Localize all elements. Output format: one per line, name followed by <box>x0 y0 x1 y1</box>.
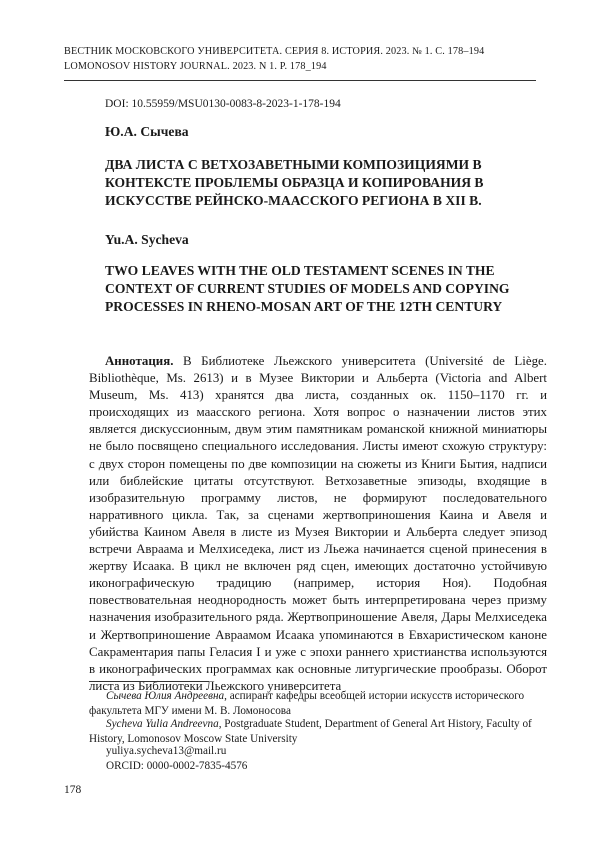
footnote-author-ru-name: Сычева Юлия Андреевна <box>106 690 225 702</box>
footnote-author-ru <box>89 689 547 719</box>
footnote-author-en-affiliation: , Postgraduate Student, Department of General Art History, Faculty of History, Lomonosov Moscow State University <box>89 718 532 745</box>
author-ru: Ю.А. Сычева <box>105 124 189 139</box>
running-header <box>64 44 536 74</box>
header-divider <box>64 80 536 81</box>
abstract <box>89 353 547 695</box>
running-header-ru: ВЕСТНИК МОСКОВСКОГО УНИВЕРСИТЕТА. СЕРИЯ 8. ИСТОРИЯ. 2023. № 1. С. 178–194 <box>64 46 485 57</box>
footnote-author-en <box>89 717 547 747</box>
running-header-en: LOMONOSOV HISTORY JOURNAL. 2023. N 1. P. 178_194 <box>64 61 327 72</box>
abstract-label: Аннотация. <box>105 354 174 368</box>
author-en: Yu.A. Sycheva <box>105 232 189 247</box>
doi: DOI: 10.55959/MSU0130-0083-8-2023-1-178-194 <box>105 98 341 110</box>
footnote-divider <box>89 681 209 682</box>
footnote-author-ru-affiliation: , аспирант кафедры всеобщей истории искусств исторического факультета МГУ имени М. В. Ломоносова <box>89 690 525 717</box>
footnote-author-en-name: Sycheva Yulia Andreevna <box>106 718 219 730</box>
page-number: 178 <box>64 784 82 796</box>
author-orcid: ORCID: 0000-0002-7835-4576 <box>106 760 248 772</box>
article-title-ru: ДВА ЛИСТА С ВЕТХОЗАВЕТНЫМИ КОМПОЗИЦИЯМИ В КОНТЕКСТЕ ПРОБЛЕМЫ ОБРАЗЦА И КОПИРОВАНИЯ В ИСКУССТВЕ РЕЙНСКО-МААССКОГО РЕГИОНА В XII В. <box>105 157 484 208</box>
author-email[interactable]: yuliya.sycheva13@mail.ru <box>106 745 227 757</box>
abstract-text: В Библиотеке Льежского университета (Université de Liège. Bibliothèque, Ms. 2613) и в Музее Виктории и Альберта (Victoria and Albert Museum, Ms. 413) хранятся два листа, созданных ок. 1150–1170 гг. и происходящих из маасского региона. Хотя вопрос о назначении листов этих является дискуссионным, двум этим памятникам романской книжной миниатюры не было посвящено специального исследования. Листы имеют схожую структуру: с двух сторон помещены по две композиции на сюжеты из Книги Бытия, надписи или библейские цитаты отсутствуют. Ветхозаветные эпизоды, входящие в изобразительную программу листов, не формируют последовательного нарративного цикла. Так, за сценами жертвоприношения Каина и Авеля и убийства Каином Авеля в листе из Музея Виктории и Альберта следует эпизод встречи Авраама и Мелхиседека, лист из Льежа начинается сценой принесения в жертву Исаака. В цикл не включен ряд сцен, имеющих достаточно устойчивую иконографическую традицию (например, история Ноя). Подобная повествовательная неоднородность может быть интерпретирована через призму назначения изобразительного ряда. Жертвоприношение Авеля, Дары Мелхиседека и Жертвоприношение Авраамом Исаака упоминаются в Евхаристическом каноне Сакраментария папы Геласия I и уже с эпохи раннего христианства используются в иконографических программах как основные литургические прообразы. Оборот листа из Библиотеки Льежского университета <box>89 354 547 693</box>
article-title-en: TWO LEAVES WITH THE OLD TESTAMENT SCENES IN THE CONTEXT OF CURRENT STUDIES OF MODELS AND COPYING PROCESSES IN RHENO-MOSAN ART OF THE 12TH CENTURY <box>105 263 510 314</box>
